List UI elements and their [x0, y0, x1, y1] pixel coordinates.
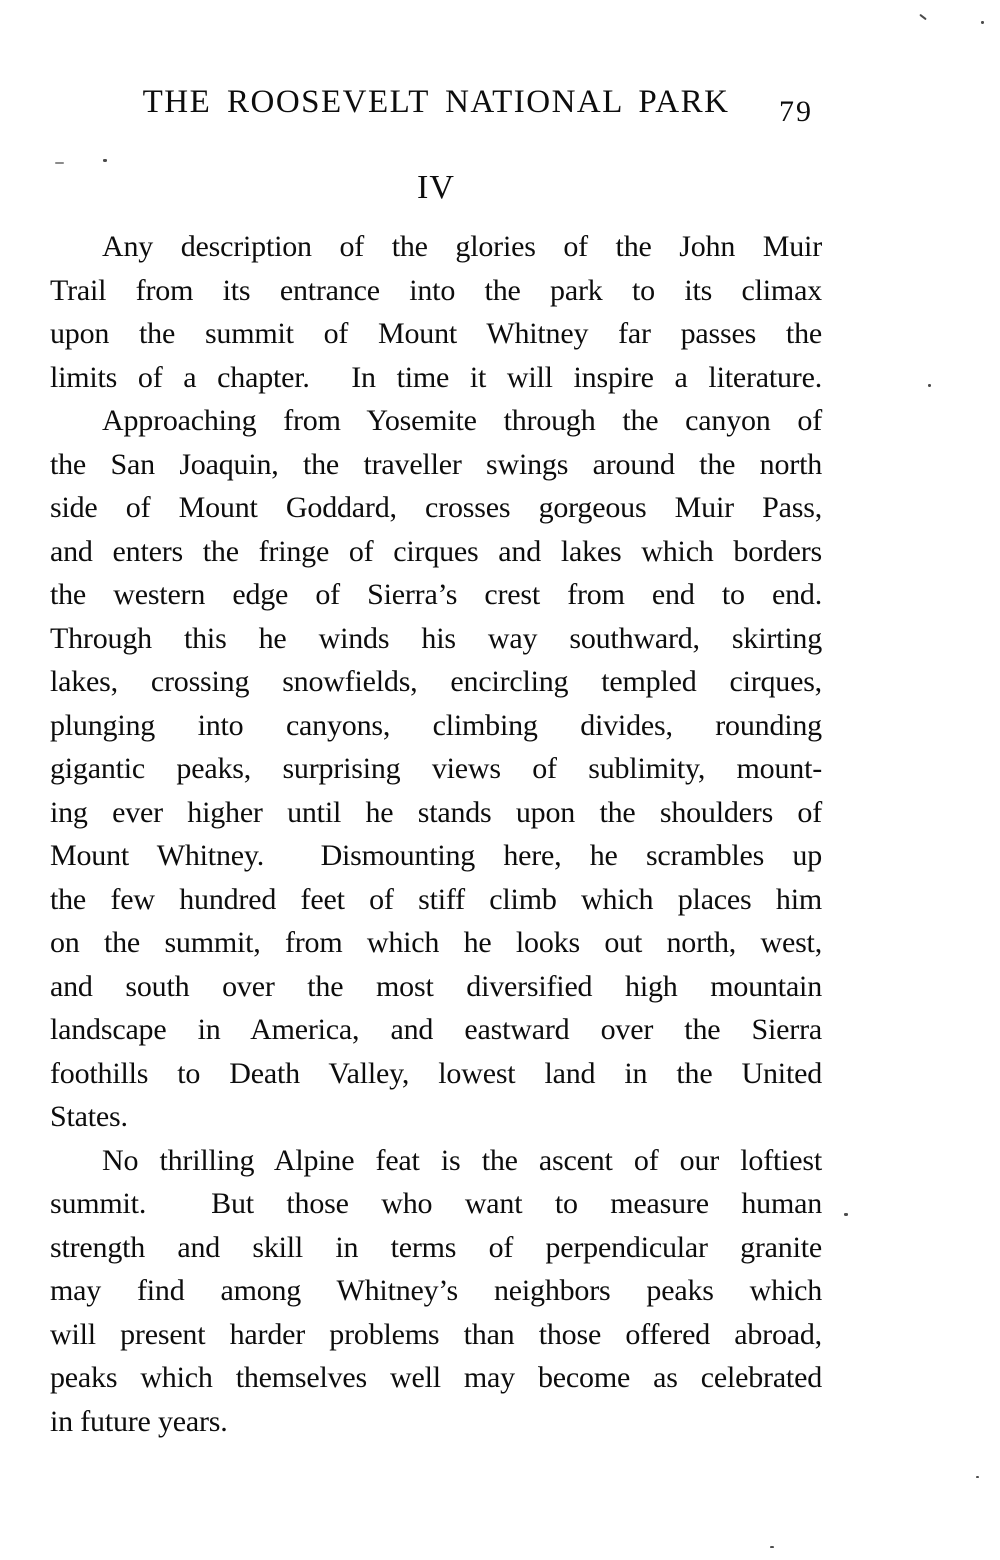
text-line: the few hundred feet of stiff climb which places him	[50, 882, 822, 916]
text-line: and south over the most diversified high mountain	[50, 969, 822, 1003]
text-line: in future years.	[50, 1404, 228, 1438]
text-line: and enters the fringe of cirques and lakes which borders	[50, 534, 822, 568]
text-line: will present harder problems than those offered abroad,	[50, 1317, 822, 1351]
page-body	[50, 225, 822, 1443]
text-line: side of Mount Goddard, crosses gorgeous Muir Pass,	[50, 491, 822, 524]
text-line: ing ever higher until he stands upon the shoulders of	[50, 795, 822, 829]
text-line: summit. But those who want to measure human	[50, 1187, 822, 1220]
text-line: lakes, crossing snowfields, encircling templed cirques,	[50, 665, 822, 698]
text-line: upon the summit of Mount Whitney far passes the	[50, 317, 822, 350]
scan-speck	[928, 384, 931, 387]
text-line: plunging into canyons, climbing divides, rounding	[50, 708, 822, 742]
text-line: landscape in America, and eastward over the Sierra	[50, 1013, 822, 1046]
text-line: foothills to Death Valley, lowest land in the United	[50, 1056, 822, 1090]
scan-speck	[981, 21, 984, 24]
text-line: Through this he winds his way southward, skirting	[50, 621, 822, 655]
scan-speck	[770, 1546, 774, 1548]
text-line: States.	[50, 1100, 128, 1133]
text-line: limits of a chapter. In time it will inspire a literature.	[50, 360, 822, 394]
page-number: 79	[779, 95, 813, 128]
text-line: Mount Whitney. Dismounting here, he scrambles up	[50, 839, 822, 872]
running-header-title: THE ROOSEVELT NATIONAL PARK	[142, 84, 730, 120]
text-line: Any description of the glories of the John Muir	[102, 230, 822, 263]
scan-speck	[919, 14, 927, 21]
text-line: Approaching from Yosemite through the canyon of	[102, 404, 822, 437]
text-line: No thrilling Alpine feat is the ascent of our loftiest	[102, 1143, 822, 1177]
text-line: gigantic peaks, surprising views of sublimity, mount-	[50, 752, 822, 785]
text-line: strength and skill in terms of perpendicular granite	[50, 1230, 822, 1264]
text-line: peaks which themselves well may become as celebrated	[50, 1361, 822, 1394]
scan-speck	[103, 159, 107, 162]
text-line: the western edge of Sierra’s crest from end to end.	[50, 578, 822, 611]
text-line: may find among Whitney’s neighbors peaks which	[50, 1274, 822, 1307]
text-line: on the summit, from which he looks out north, west,	[50, 926, 822, 959]
scan-speck	[55, 162, 64, 164]
text-line: the San Joaquin, the traveller swings around the north	[50, 447, 822, 481]
scan-speck	[976, 1476, 979, 1478]
text-line: Trail from its entrance into the park to its climax	[50, 273, 822, 307]
section-heading: IV	[417, 169, 455, 206]
scan-speck	[844, 1213, 848, 1216]
